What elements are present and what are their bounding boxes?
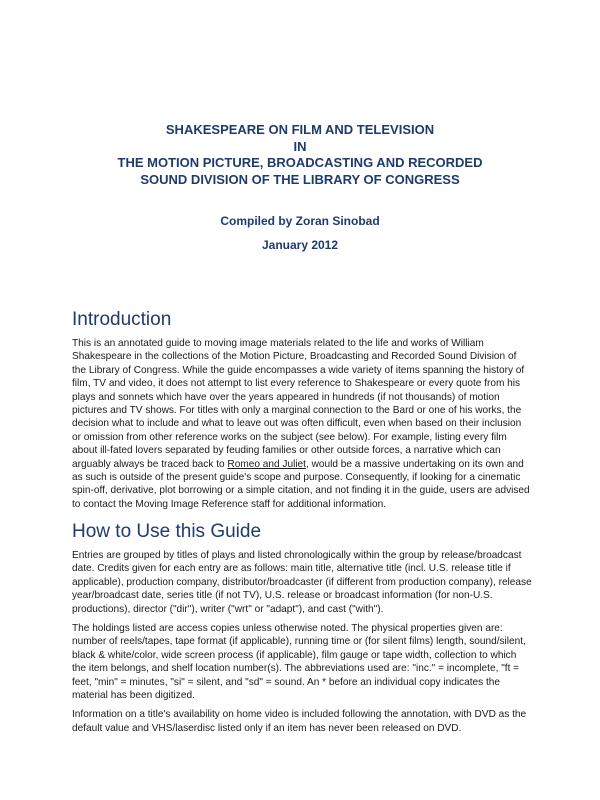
home-video-paragraph: Information on a title's availability on home video is included following the annotation, with DVD as the default value and VHS/laserdisc listed only if an item has never been released on DVD. [72, 709, 527, 734]
compiler-credit: Compiled by Zoran Sinobad [220, 214, 380, 228]
credits-block [0, 214, 600, 252]
introduction-section [72, 309, 532, 511]
title-line-4: SOUND DIVISION OF THE LIBRARY OF CONGRESS [140, 171, 460, 187]
publication-date: January 2012 [261, 238, 339, 252]
how-to-use-section [72, 521, 532, 735]
introduction-paragraph [72, 337, 532, 511]
introduction-text-after: , would be a massive undertaking on its own and as such is outside of the present guide's scope and purpose. Consequently, if looking for a cinematic spin-off, derivative, plot borrowing or a simple citation, and not finding it in the guide, users are advised to contact the Moving Image Reference staff for additional information. [72, 458, 530, 510]
document-title [0, 122, 600, 188]
title-line-2: IN [293, 138, 307, 154]
how-to-use-heading: How to Use this Guide [72, 521, 262, 542]
holdings-paragraph: The holdings listed are access copies unless otherwise noted. The physical properties given are: number of reels/tapes, tape format (if applicable), running time or (for silent films) length, sound/silent, black & white/color, wide screen process (if applicable), film gauge or tape width, collection to which the item belongs, and shelf location number(s). The abbreviations used are: "inc." = incomplete, "ft = feet, "min" = minutes, "si" = silent, and "sd" = sound. An * before an individual copy indicates the material has been digitized. [72, 623, 526, 702]
romeo-and-juliet-title: Romeo and Juliet [227, 458, 306, 470]
title-line-3: THE MOTION PICTURE, BROADCASTING AND RECORDED [117, 155, 483, 170]
introduction-text-before: This is an annotated guide to moving image materials related to the life and works of William Shakespeare in the collections of the Motion Picture, Broadcasting and Recorded Sound Division of the Library of Congress. While the guide encompasses a wide variety of items spanning the history of film, TV and video, it does not attempt to list every reference to Shakespeare or every quote from his plays and sonnets which have over the years appeared in hundreds (if not thousands) of motion pictures and TV shows. For titles with only a marginal connection to the Bard or one of his works, the decision what to include and what to leave out was often difficult, even when based on their inclusion or omission from other reference works on the subject (see below). For example, listing every film about ill-fated lovers separated by feuding families or other outside forces, a narrative which can arguably always be traced back to [72, 338, 525, 470]
title-line-1: SHAKESPEARE ON FILM AND TELEVISION [165, 122, 435, 137]
entries-paragraph: Entries are grouped by titles of plays and listed chronologically within the group by release/broadcast date. Credits given for each entry are as follows: main title, alternative title (incl. U.S. release title if applicable), production company, distributor/broadcaster (if different from production company), release year/broadcast date, series title (if not TV), U.S. release or broadcast information (for non-U.S. productions), director ("dir"), writer ("wrt" or "adapt"), and cast ("with"). [72, 550, 532, 615]
introduction-heading: Introduction [72, 309, 172, 330]
